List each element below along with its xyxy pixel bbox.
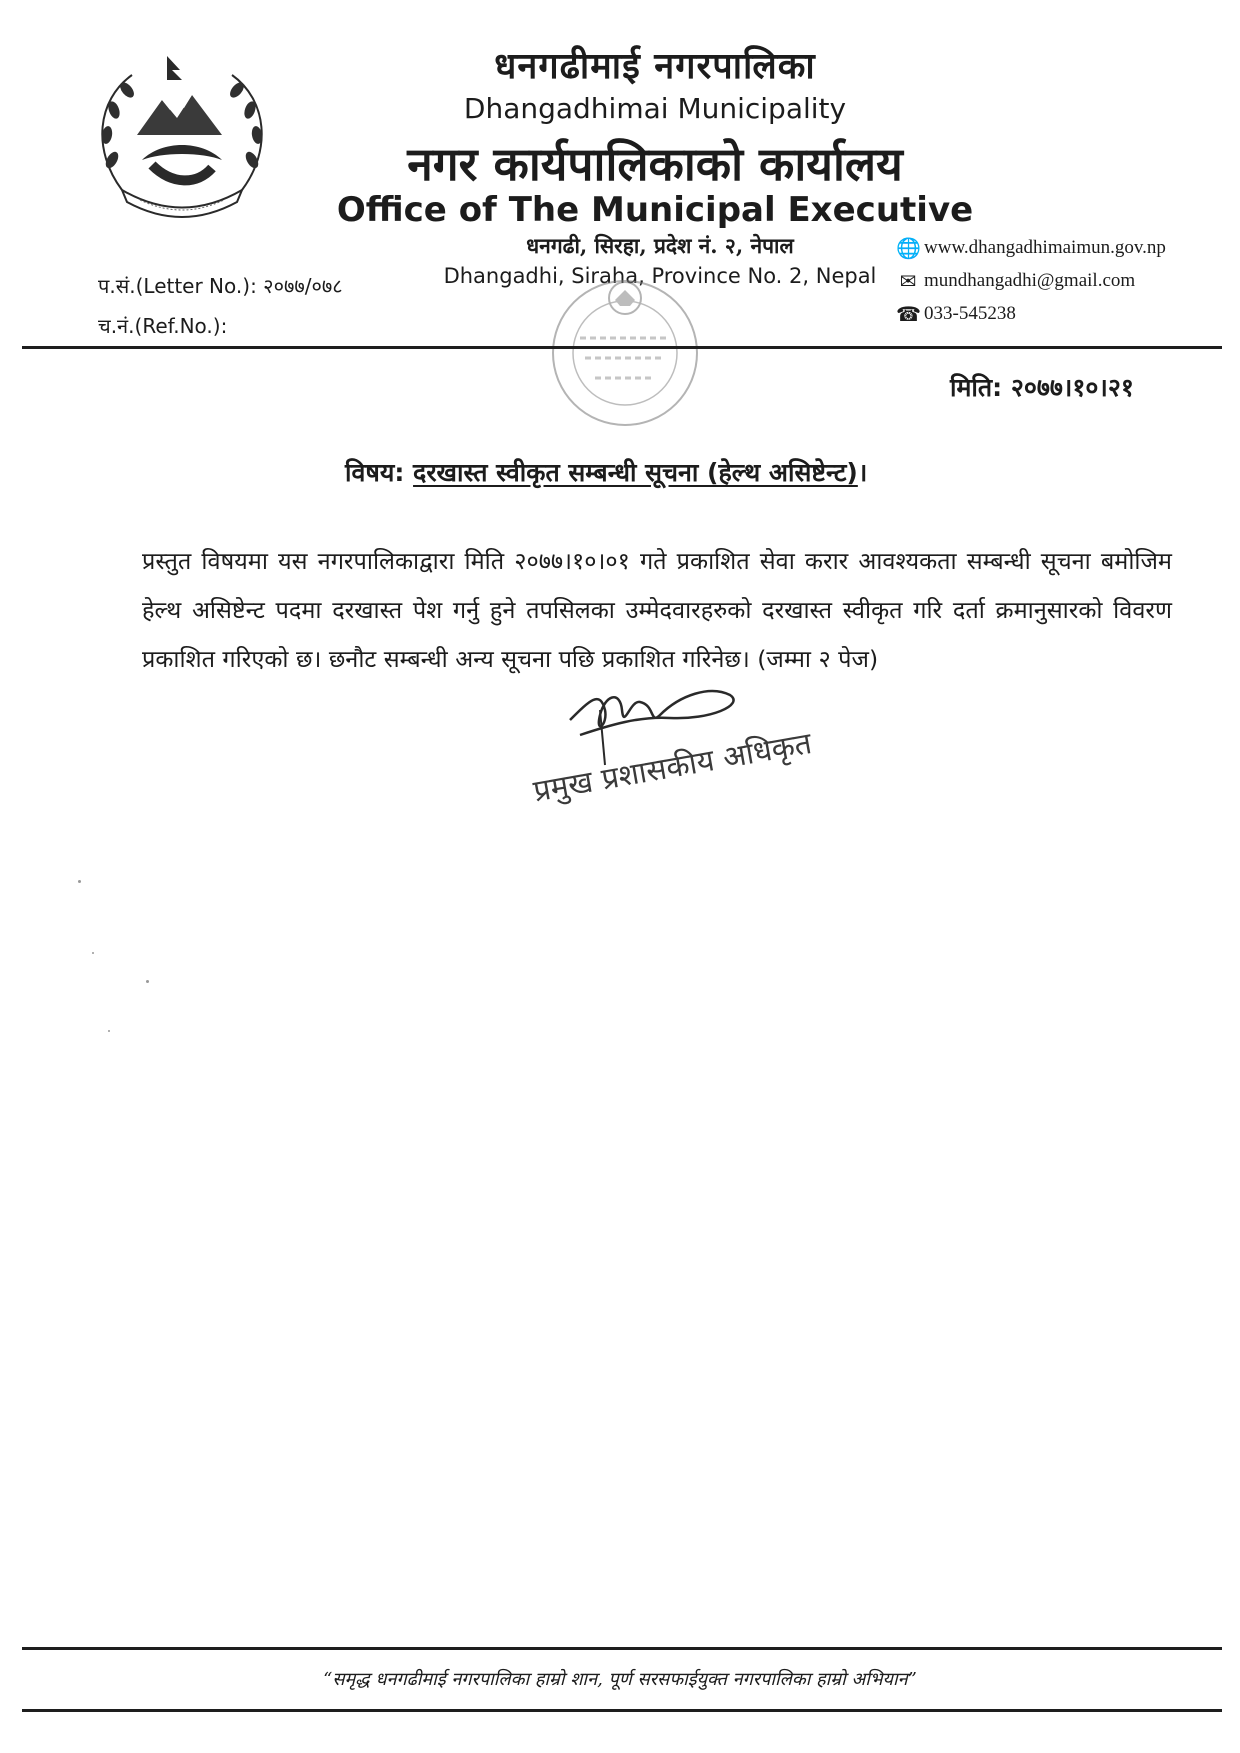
- reference-number-label: च.नं.(Ref.No.):: [98, 314, 228, 338]
- contact-phone: [896, 302, 1016, 326]
- subject-terminator: ।: [857, 458, 868, 487]
- date-label: मिति:: [950, 373, 1003, 402]
- email-text[interactable]: mundhangadhi@gmail.com: [924, 270, 1136, 291]
- header-divider: [22, 346, 1222, 349]
- subject-label: विषय:: [345, 458, 405, 487]
- signer-designation: प्रमुख प्रशासकीय अधिकृत: [530, 726, 815, 810]
- contact-website[interactable]: [896, 236, 1166, 260]
- reference-number: [98, 312, 227, 339]
- letter-date: [950, 370, 1134, 404]
- letter-number-label: प.सं.(Letter No.):: [98, 274, 257, 298]
- letter-number: [98, 272, 343, 299]
- municipality-name-english: Dhangadhimai Municipality: [463, 92, 847, 125]
- globe-icon: 🌐: [896, 236, 921, 260]
- office-name-nepali: नगर कार्यपालिकाको कार्यालय: [407, 137, 903, 191]
- footer-motto: “समृद्ध धनगढीमाई नगरपालिका हाम्रो शान, पूर्ण सरसफाईयुक्त नगरपालिका हाम्रो अभियान”: [323, 1669, 917, 1690]
- scan-speck: [78, 880, 81, 883]
- subject-text: दरखास्त स्वीकृत सम्बन्धी सूचना (हेल्थ असिष्टेन्ट): [413, 458, 858, 487]
- letter-subject: [345, 455, 867, 489]
- phone-text: 033-545238: [924, 303, 1016, 324]
- footer-divider-top: [22, 1647, 1222, 1650]
- official-stamp: [520, 268, 730, 438]
- scan-speck: [92, 952, 94, 954]
- address-nepali: धनगढी, सिरहा, प्रदेश नं. २, नेपाल: [526, 233, 794, 258]
- scan-speck: [108, 1030, 110, 1032]
- contact-email[interactable]: [896, 269, 1135, 293]
- footer-divider-bottom: [22, 1709, 1222, 1712]
- municipality-emblem: [82, 40, 282, 240]
- letter-number-value: २०७७/०७८: [263, 274, 343, 298]
- website-text[interactable]: www.dhangadhimaimun.gov.np: [924, 237, 1166, 258]
- municipality-name-nepali: धनगढीमाई नगरपालिका: [494, 46, 816, 87]
- email-icon: ✉: [899, 269, 917, 293]
- address-english: Dhangadhi, Siraha, Province No. 2, Nepal: [443, 264, 877, 288]
- telephone-icon: ☎: [896, 302, 921, 326]
- body-paragraph: प्रस्तुत विषयमा यस नगरपालिकाद्वारा मिति २०७७।१०।०१ गते प्रकाशित सेवा करार आवश्यकता सम्बन्धी सूचना बमोजिम हेल्थ असिष्टेन्ट पदमा दरखास्त पेश गर्नु हुने तपसिलका उम्मेदवारहरुको दरखास्त स्वीकृत गरि दर्ता क्रमानुसारको विवरण प्रकाशित गरिएको छ। छनौट सम्बन्धी अन्य सूचना पछि प्रकाशित गरिनेछ। (जम्मा २ पेज): [142, 547, 1172, 673]
- date-value: २०७७।१०।२१: [1010, 373, 1134, 402]
- office-name-english: Office of The Municipal Executive: [336, 190, 974, 230]
- scan-speck: [146, 980, 149, 983]
